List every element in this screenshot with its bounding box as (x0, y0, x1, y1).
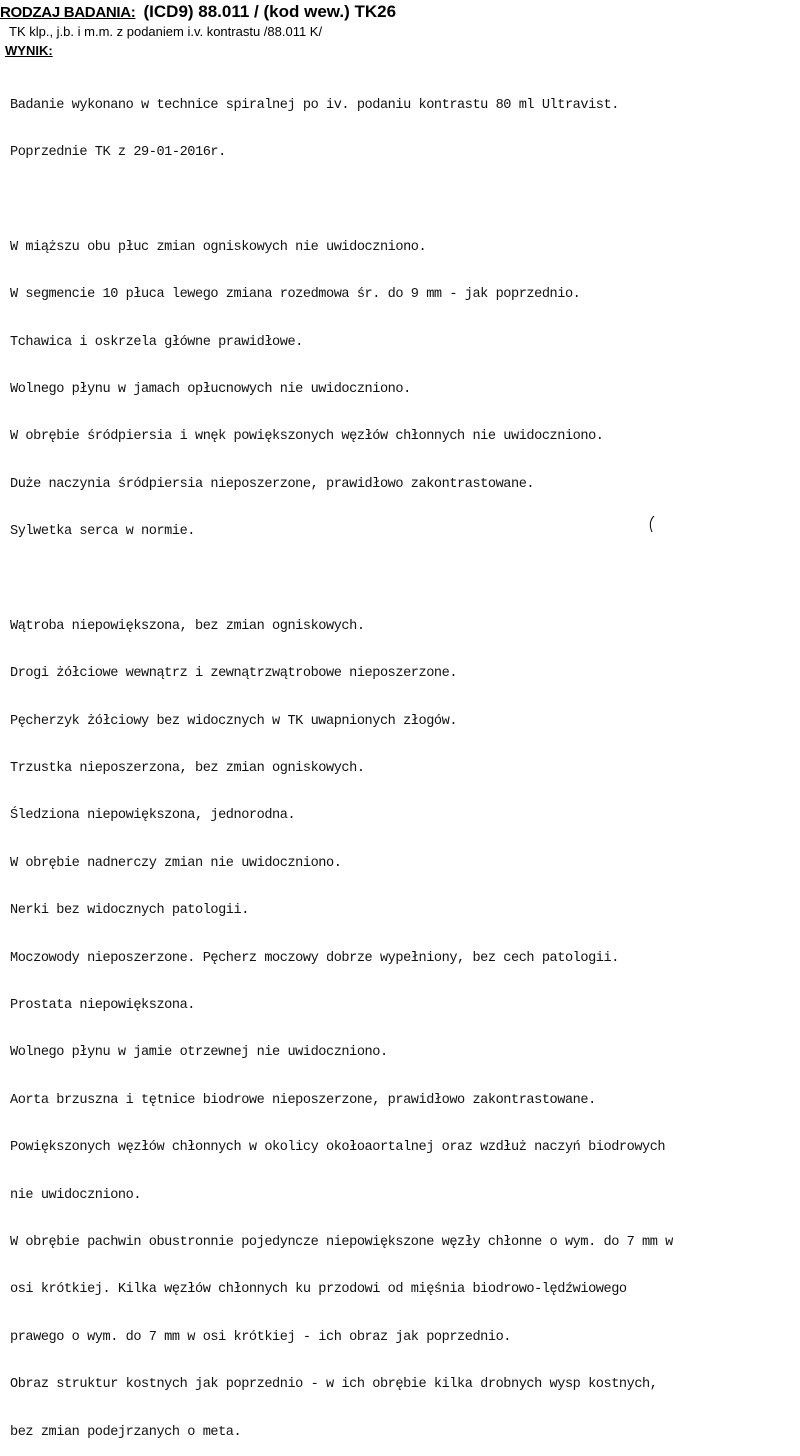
report-line: Wolnego płynu w jamach opłucnowych nie uwidoczniono. (10, 381, 411, 397)
report-line: Sylwetka serca w normie. (10, 524, 195, 540)
report-line: osi krótkiej. Kilka węzłów chłonnych ku przodowi od mięśnia biodrowo-lędźwiowego (10, 1282, 627, 1298)
report-line: Prostata niepowiększona. (10, 998, 195, 1014)
report-line: Tchawica i oskrzela główne prawidłowe. (10, 334, 303, 350)
report-line: W miąższu obu płuc zmian ogniskowych nie uwidoczniono. (10, 239, 427, 255)
report-line: Wątroba niepowiększona, bez zmian ogniskowych. (10, 618, 365, 634)
report-line: W obrębie nadnerczy zmian nie uwidoczniono. (10, 855, 342, 871)
report-line: Wolnego płynu w jamie otrzewnej nie uwidoczniono. (10, 1045, 388, 1061)
report-line: W obrębie pachwin obustronnie pojedyncze niepowiększone węzły chłonne o wym. do 7 mm w (10, 1234, 673, 1250)
report-line: Aorta brzuszna i tętnice biodrowe nieposzerzone, prawidłowo zakontrastowane. (10, 1092, 596, 1108)
report-line: Obraz struktur kostnych jak poprzednio - w ich obrębie kilka drobnych wysp kostnych, (10, 1377, 658, 1393)
report-line: prawego o wym. do 7 mm w osi krótkiej - ich obraz jak poprzednio. (10, 1329, 511, 1345)
exam-type-label: RODZAJ BADANIA: (0, 4, 136, 21)
paragraph-gap (10, 572, 800, 588)
report-line: Pęcherzyk żółciowy bez widocznych w TK uwapnionych złogów. (10, 713, 458, 729)
report-line: bez zmian podejrzanych o meta. (10, 1424, 242, 1440)
report-line: Trzustka nieposzerzona, bez zmian ogniskowych. (10, 761, 365, 777)
report-line: W obrębie śródpiersia i wnęk powiększonych węzłów chłonnych nie uwidoczniono. (10, 429, 604, 445)
report-line: Duże naczynia śródpiersia nieposzerzone, prawidłowo zakontrastowane. (10, 476, 535, 492)
report-line: Powiększonych węzłów chłonnych w okolicy okołoaortalnej oraz wzdłuż naczyń biodrowych (10, 1140, 666, 1156)
paragraph-gap (10, 192, 800, 208)
report-line: Moczowody nieposzerzone. Pęcherz moczowy dobrze wypełniony, bez cech patologii. (10, 950, 619, 966)
report-line: Nerki bez widocznych patologii. (10, 903, 249, 919)
report-line: Poprzednie TK z 29-01-2016r. (10, 144, 226, 160)
report-line: nie uwidoczniono. (10, 1187, 142, 1203)
report-line: Badanie wykonano w technice spiralnej po iv. podaniu kontrastu 80 ml Ultravist. (10, 97, 619, 113)
exam-description: TK klp., j.b. i m.m. z podaniem i.v. kontrastu /88.011 K/ (9, 24, 323, 39)
report-line: W segmencie 10 płuca lewego zmiana rozedmowa śr. do 9 mm - jak poprzednio. (10, 287, 581, 303)
result-label: WYNIK: (5, 43, 53, 58)
report-line: Drogi żółciowe wewnątrz i zewnątrzwątrobowe nieposzerzone. (10, 666, 458, 682)
report-line: Śledziona niepowiększona, jednorodna. (10, 808, 296, 824)
exam-code: (ICD9) 88.011 / (kod wew.) TK26 (143, 2, 397, 21)
pen-mark (646, 515, 660, 533)
report-body (10, 66, 800, 1456)
exam-title-row (0, 2, 396, 22)
